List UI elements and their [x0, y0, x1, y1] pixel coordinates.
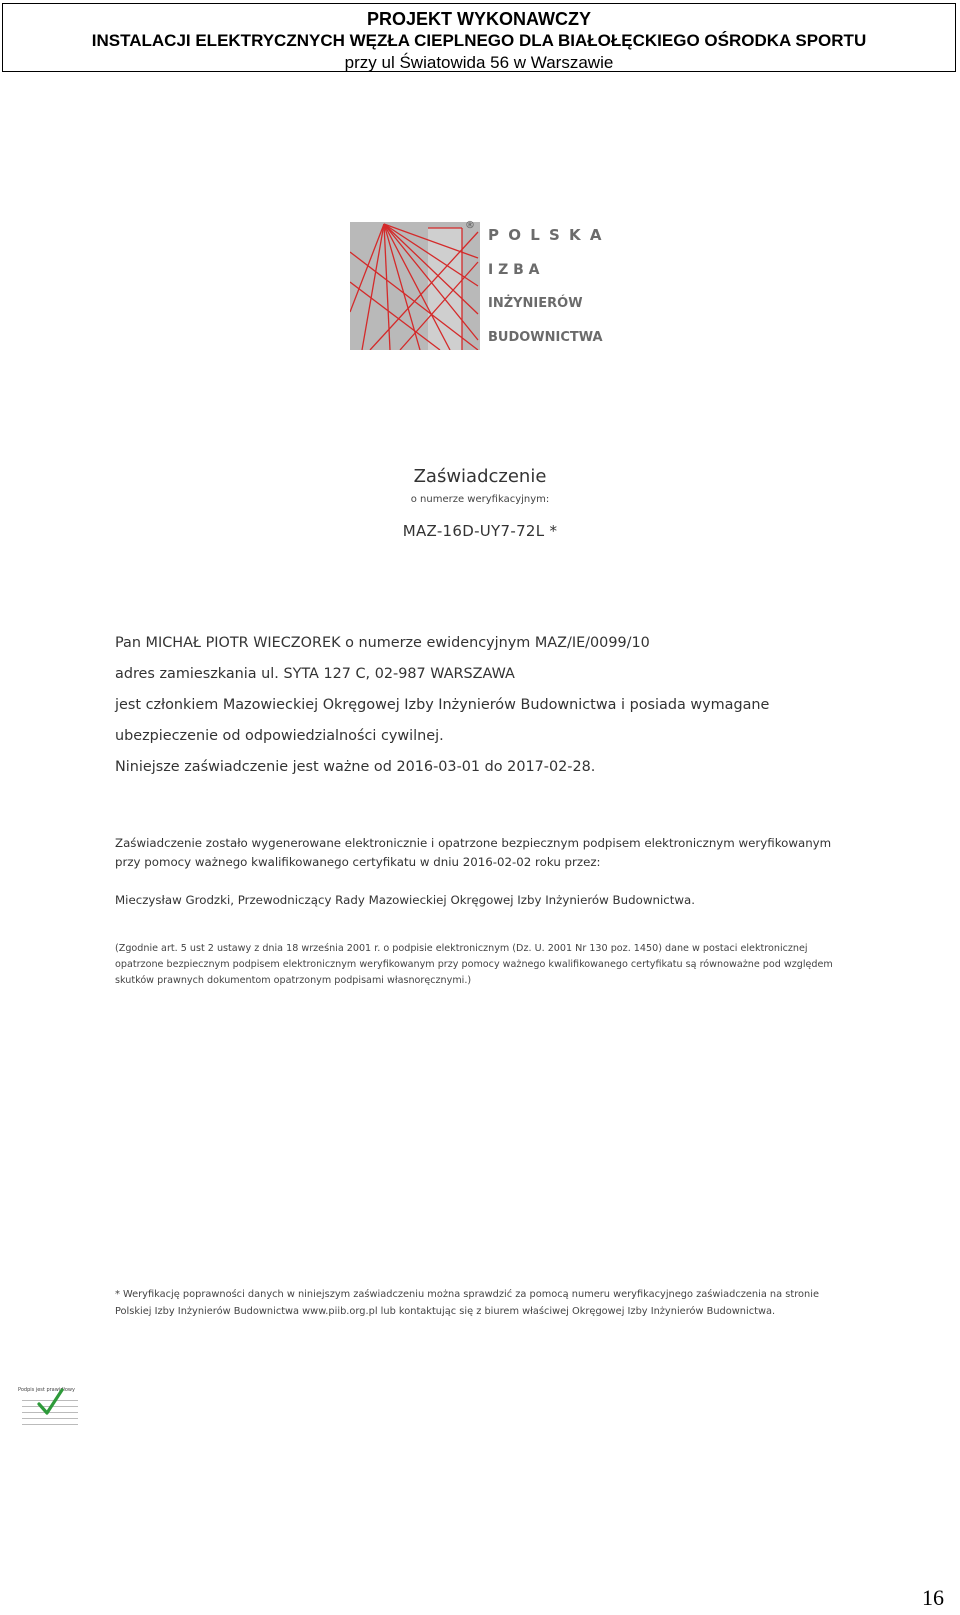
- page-number: 16: [922, 1585, 944, 1610]
- logo-line-2: I Z B A: [488, 262, 540, 278]
- certificate-subtitle: o numerze weryfikacyjnym:: [410, 494, 550, 505]
- footnote: * Weryfikację poprawności danych w niniejszym zaświadczeniu można sprawdzić za pomocą numeru weryfikacyjnego zaświadczenia na stronie Polskiej Izby Inżynierów Budownictwa www.piib.org.pl lub kontaktując się z biurem właściwej Okręgowej Izby Inżynierów Budownictwa.: [115, 1289, 819, 1317]
- body-line: Pan MICHAŁ PIOTR WIECZOREK o numerze ewidencyjnym MAZ/IE/0099/10: [115, 635, 650, 651]
- certificate-body: [115, 632, 855, 787]
- signer-name: Mieczysław Grodzki, Przewodniczący Rady Mazowieckiej Okręgowej Izby Inżynierów Budownictwa.: [115, 893, 695, 907]
- certificate-title: Zaświadczenie: [413, 466, 547, 487]
- legal-note: (Zgodnie art. 5 ust 2 ustawy z dnia 18 września 2001 r. o podpisie elektronicznym (Dz. U. 2001 Nr 130 poz. 1450) dane w postaci elektronicznej opatrzone bezpiecznym podpisem elektronicznym weryfikowanym przy pomocy ważnego kwalifikowanego certyfikatu są równoważne pod względem skutków prawnych dokumentom opatrzonym podpisami własnoręcznymi.): [115, 943, 833, 986]
- body-line: adres zamieszkania ul. SYTA 127 C, 02-987 WARSZAWA: [115, 666, 515, 682]
- logo-line-4: BUDOWNICTWA: [488, 330, 603, 345]
- stamp-title: Podpis jest prawidłowy: [18, 1387, 75, 1393]
- header-line-1: PROJEKT WYKONAWCZY: [366, 9, 591, 29]
- signature-valid-stamp: [18, 1387, 80, 1423]
- header-line-2: INSTALACJI ELEKTRYCZNYCH WĘZŁA CIEPLNEGO DLA BIAŁOŁĘCKIEGO OŚRODKA SPORTU: [91, 31, 867, 50]
- body-line: jest członkiem Mazowieckiej Okręgowej Izby Inżynierów Budownictwa i posiada wymagane: [115, 697, 770, 713]
- body-line: Niniejsze zaświadczenie jest ważne od 2016-03-01 do 2017-02-28.: [115, 759, 596, 775]
- registered-mark: ®: [465, 220, 475, 231]
- verification-code: MAZ-16D-UY7-72L *: [402, 522, 558, 540]
- logo-line-3: INŻYNIERÓW: [488, 296, 583, 311]
- logo-line-1: P O L S K A: [488, 226, 604, 244]
- header-line-3: przy ul Światowida 56 w Warszawie: [344, 53, 614, 72]
- body-line: ubezpieczenie od odpowiedzialności cywilnej.: [115, 728, 444, 744]
- checkmark-icon: [36, 1387, 64, 1417]
- signature-statement: Zaświadczenie zostało wygenerowane elektronicznie i opatrzone bezpiecznym podpisem elektronicznym weryfikowanym przy pomocy ważnego kwalifikowanego certyfikatu w dniu 2016-02-02 roku przez:: [115, 836, 832, 869]
- document-header: [2, 3, 956, 72]
